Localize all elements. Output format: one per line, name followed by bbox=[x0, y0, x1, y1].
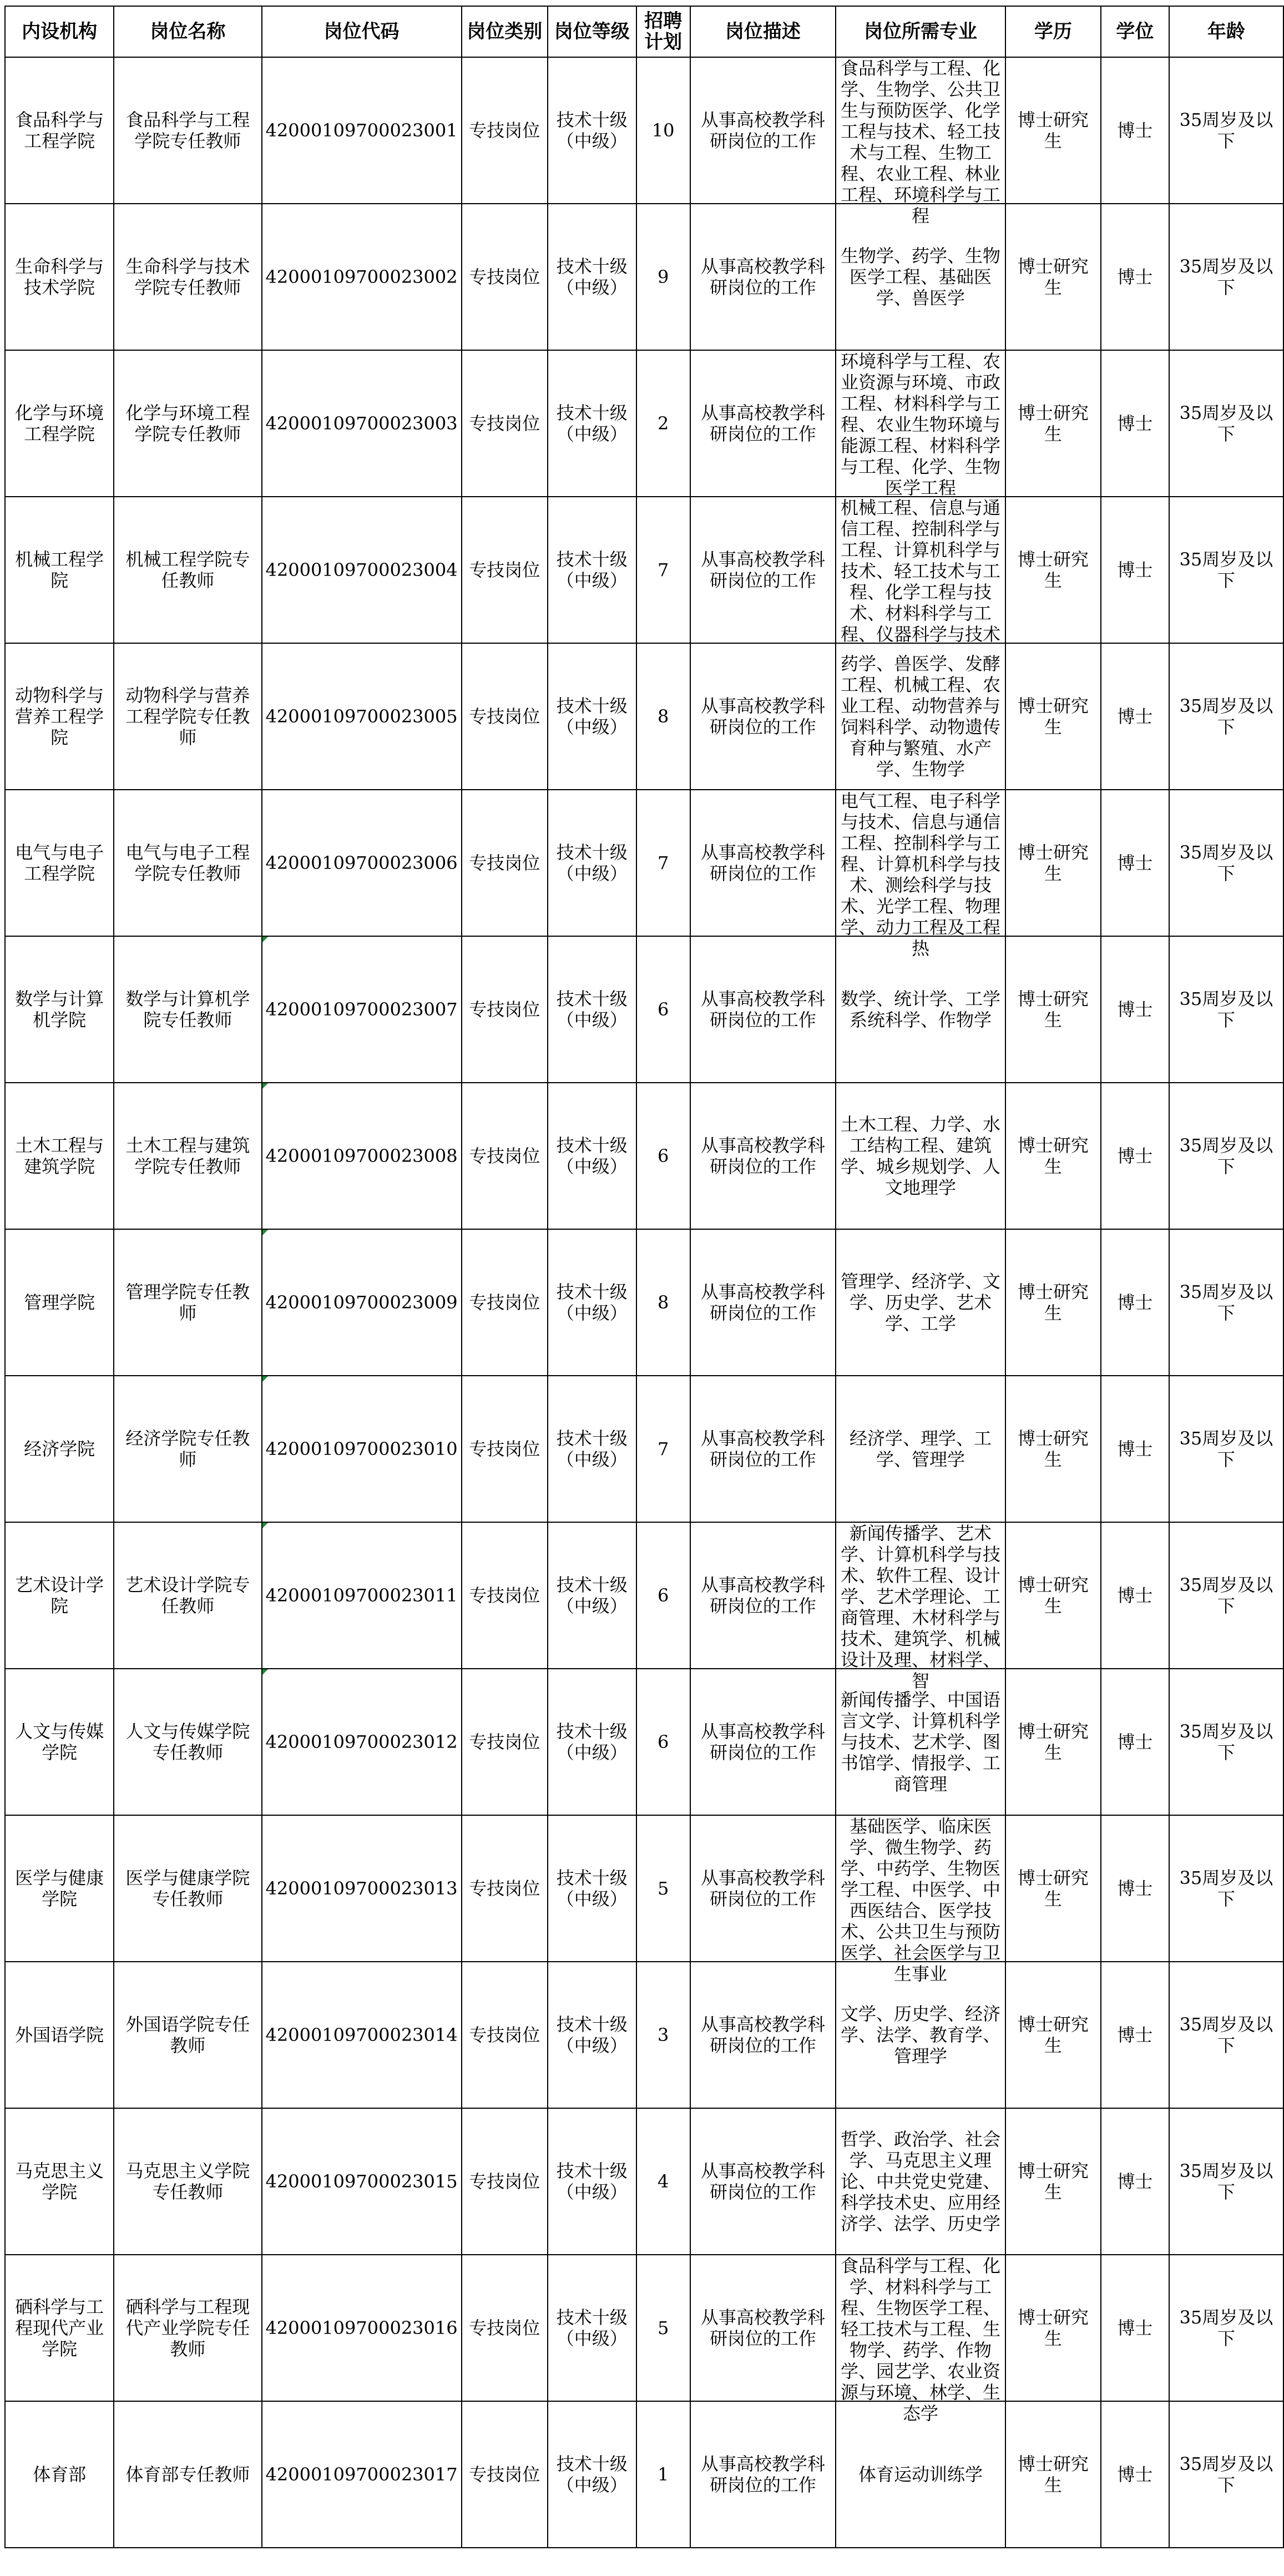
code-text: 42000109700023008 bbox=[265, 1145, 458, 1166]
cell-comment-marker bbox=[262, 1523, 268, 1528]
code-text: 42000109700023016 bbox=[265, 2317, 458, 2338]
cell-description: 从事高校教学科研岗位的工作 bbox=[690, 1229, 836, 1376]
cell-majors bbox=[836, 1083, 1005, 1229]
code-text: 42000109700023012 bbox=[265, 1731, 458, 1752]
cell-position-name: 马克思主义学院专任教师 bbox=[114, 2108, 261, 2255]
cell-position-name: 动物科学与营养工程学院专任教师 bbox=[114, 643, 261, 790]
cell-description: 从事高校教学科研岗位的工作 bbox=[690, 497, 836, 643]
cell-level: 技术十级（中级） bbox=[548, 57, 636, 204]
majors-text: 新闻传播学、中国语言文学、计算机科学与技术、艺术学、图书馆学、情报学、工商管理 bbox=[841, 1689, 1001, 1795]
cell-unit: 食品科学与工程学院 bbox=[5, 57, 114, 204]
cell-code bbox=[262, 1962, 462, 2108]
cell-category: 专技岗位 bbox=[462, 1083, 548, 1229]
header-majors: 岗位所需专业 bbox=[836, 6, 1005, 57]
code-text: 42000109700023009 bbox=[265, 1292, 458, 1313]
code-text: 42000109700023007 bbox=[265, 999, 458, 1020]
cell-plan: 7 bbox=[636, 1376, 690, 1522]
majors-text: 新闻传播学、艺术学、计算机科学与技术、软件工程、设计学、艺术学理论、工商管理、木材科学与技术、建筑学、机械设计及理、材料学、智 bbox=[841, 1523, 1001, 1691]
cell-degree: 博士 bbox=[1101, 497, 1169, 643]
cell-majors bbox=[836, 57, 1005, 226]
cell-description: 从事高校教学科研岗位的工作 bbox=[690, 57, 836, 204]
cell-plan: 6 bbox=[636, 1083, 690, 1229]
cell-level: 技术十级（中级） bbox=[548, 1962, 636, 2108]
cell-majors bbox=[836, 643, 1005, 790]
table-row bbox=[5, 497, 1283, 643]
cell-degree: 博士 bbox=[1101, 2401, 1169, 2548]
majors-text: 数学、统计学、工学系统科学、作物学 bbox=[841, 988, 1001, 1031]
cell-age: 35周岁及以下 bbox=[1169, 204, 1283, 350]
table-header-row bbox=[5, 6, 1283, 57]
cell-code bbox=[262, 204, 462, 350]
cell-unit: 硒科学与工程现代产业学院 bbox=[5, 2255, 114, 2401]
cell-education: 博士研究生 bbox=[1005, 57, 1101, 204]
cell-majors bbox=[836, 1376, 1005, 1522]
cell-degree: 博士 bbox=[1101, 350, 1169, 497]
cell-position-name: 人文与传媒学院专任教师 bbox=[114, 1669, 261, 1815]
cell-education: 博士研究生 bbox=[1005, 1522, 1101, 1669]
cell-degree: 博士 bbox=[1101, 204, 1169, 350]
cell-code bbox=[262, 2255, 462, 2401]
majors-text: 机械工程、信息与通信工程、控制科学与工程、计算机科学与技术、轻工技术与工程、化学工程与技术、材料科学与工程、仪器科学与技术 bbox=[841, 497, 1001, 645]
cell-category: 专技岗位 bbox=[462, 790, 548, 936]
cell-position-name: 艺术设计学院专任教师 bbox=[114, 1522, 261, 1669]
cell-education: 博士研究生 bbox=[1005, 1669, 1101, 1815]
cell-majors bbox=[836, 790, 1005, 959]
cell-unit: 动物科学与营养工程学院 bbox=[5, 643, 114, 790]
cell-age: 35周岁及以下 bbox=[1169, 57, 1283, 204]
cell-plan: 3 bbox=[636, 1962, 690, 2108]
majors-text: 土木工程、力学、水工结构工程、建筑学、城乡规划学、人文地理学 bbox=[841, 1114, 1001, 1198]
cell-age: 35周岁及以下 bbox=[1169, 350, 1283, 497]
cell-code bbox=[262, 790, 462, 936]
cell-level: 技术十级（中级） bbox=[548, 1669, 636, 1815]
cell-description: 从事高校教学科研岗位的工作 bbox=[690, 1962, 836, 2108]
cell-category: 专技岗位 bbox=[462, 1815, 548, 1962]
cell-position-name: 化学与环境工程学院专任教师 bbox=[114, 350, 261, 497]
cell-description: 从事高校教学科研岗位的工作 bbox=[690, 2108, 836, 2255]
cell-age: 35周岁及以下 bbox=[1169, 936, 1283, 1083]
table-row bbox=[5, 1669, 1283, 1815]
cell-education: 博士研究生 bbox=[1005, 2401, 1101, 2548]
cell-degree: 博士 bbox=[1101, 1669, 1169, 1815]
cell-unit: 医学与健康学院 bbox=[5, 1815, 114, 1962]
code-text: 42000109700023014 bbox=[265, 2024, 458, 2045]
cell-education: 博士研究生 bbox=[1005, 643, 1101, 790]
cell-unit: 马克思主义学院 bbox=[5, 2108, 114, 2255]
cell-description: 从事高校教学科研岗位的工作 bbox=[690, 2401, 836, 2548]
cell-level: 技术十级（中级） bbox=[548, 1083, 636, 1229]
cell-majors bbox=[836, 1669, 1005, 1815]
cell-position-name: 体育部专任教师 bbox=[114, 2401, 261, 2548]
cell-code bbox=[262, 1229, 462, 1376]
cell-category: 专技岗位 bbox=[462, 2108, 548, 2255]
cell-code bbox=[262, 1376, 462, 1522]
code-text: 42000109700023017 bbox=[265, 2464, 458, 2485]
cell-level: 技术十级（中级） bbox=[548, 2255, 636, 2401]
cell-position-name: 电气与电子工程学院专任教师 bbox=[114, 790, 261, 936]
cell-education: 博士研究生 bbox=[1005, 1962, 1101, 2108]
header-age: 年龄 bbox=[1169, 6, 1283, 57]
cell-level: 技术十级（中级） bbox=[548, 1815, 636, 1962]
table-row bbox=[5, 2255, 1283, 2401]
table-row bbox=[5, 1962, 1283, 2108]
cell-level: 技术十级（中级） bbox=[548, 643, 636, 790]
majors-text: 体育运动训练学 bbox=[858, 2464, 983, 2485]
header-plan: 招聘计划 bbox=[636, 6, 690, 57]
cell-majors bbox=[836, 1229, 1005, 1376]
cell-education: 博士研究生 bbox=[1005, 1376, 1101, 1522]
cell-code bbox=[262, 2108, 462, 2255]
cell-education: 博士研究生 bbox=[1005, 350, 1101, 497]
cell-degree: 博士 bbox=[1101, 936, 1169, 1083]
cell-description: 从事高校教学科研岗位的工作 bbox=[690, 1815, 836, 1962]
cell-age: 35周岁及以下 bbox=[1169, 1376, 1283, 1522]
cell-age: 35周岁及以下 bbox=[1169, 790, 1283, 936]
code-text: 42000109700023010 bbox=[265, 1438, 458, 1459]
cell-category: 专技岗位 bbox=[462, 1522, 548, 1669]
cell-comment-marker bbox=[262, 1376, 268, 1382]
table-row bbox=[5, 1522, 1283, 1669]
cell-plan: 10 bbox=[636, 57, 690, 204]
cell-majors bbox=[836, 350, 1005, 497]
cell-description: 从事高校教学科研岗位的工作 bbox=[690, 1376, 836, 1522]
header-unit: 内设机构 bbox=[5, 6, 114, 57]
header-code: 岗位代码 bbox=[262, 6, 462, 57]
cell-position-name: 管理学院专任教师 bbox=[114, 1229, 261, 1376]
cell-code bbox=[262, 936, 462, 1083]
table-row bbox=[5, 1083, 1283, 1229]
cell-plan: 8 bbox=[636, 643, 690, 790]
cell-category: 专技岗位 bbox=[462, 643, 548, 790]
header-category: 岗位类别 bbox=[462, 6, 548, 57]
header-education: 学历 bbox=[1005, 6, 1101, 57]
cell-level: 技术十级（中级） bbox=[548, 2401, 636, 2548]
cell-plan: 9 bbox=[636, 204, 690, 350]
table-row bbox=[5, 2401, 1283, 2548]
table-row bbox=[5, 790, 1283, 936]
cell-age: 35周岁及以下 bbox=[1169, 1229, 1283, 1376]
cell-category: 专技岗位 bbox=[462, 936, 548, 1083]
cell-code bbox=[262, 350, 462, 497]
table-row bbox=[5, 643, 1283, 790]
code-text: 42000109700023015 bbox=[265, 2171, 458, 2192]
table-row bbox=[5, 936, 1283, 1083]
cell-category: 专技岗位 bbox=[462, 350, 548, 497]
cell-position-name: 机械工程学院专任教师 bbox=[114, 497, 261, 643]
cell-code bbox=[262, 1522, 462, 1669]
code-text: 42000109700023006 bbox=[265, 852, 458, 873]
code-text: 42000109700023001 bbox=[265, 120, 458, 141]
cell-unit: 电气与电子工程学院 bbox=[5, 790, 114, 936]
cell-education: 博士研究生 bbox=[1005, 1229, 1101, 1376]
cell-degree: 博士 bbox=[1101, 2255, 1169, 2401]
cell-plan: 8 bbox=[636, 1229, 690, 1376]
cell-education: 博士研究生 bbox=[1005, 1815, 1101, 1962]
table-row bbox=[5, 2108, 1283, 2255]
cell-position-name: 经济学院专任教师 bbox=[114, 1376, 261, 1522]
cell-description: 从事高校教学科研岗位的工作 bbox=[690, 350, 836, 497]
cell-degree: 博士 bbox=[1101, 1376, 1169, 1522]
cell-education: 博士研究生 bbox=[1005, 2108, 1101, 2255]
cell-unit: 机械工程学院 bbox=[5, 497, 114, 643]
cell-position-name: 硒科学与工程现代产业学院专任教师 bbox=[114, 2255, 261, 2401]
cell-category: 专技岗位 bbox=[462, 1962, 548, 2108]
cell-category: 专技岗位 bbox=[462, 57, 548, 204]
cell-code bbox=[262, 1815, 462, 1962]
header-degree: 学位 bbox=[1101, 6, 1169, 57]
cell-description: 从事高校教学科研岗位的工作 bbox=[690, 2255, 836, 2401]
code-text: 42000109700023004 bbox=[265, 559, 458, 580]
cell-plan: 7 bbox=[636, 497, 690, 643]
cell-majors bbox=[836, 2108, 1005, 2255]
cell-plan: 2 bbox=[636, 350, 690, 497]
cell-age: 35周岁及以下 bbox=[1169, 2401, 1283, 2548]
cell-level: 技术十级（中级） bbox=[548, 790, 636, 936]
cell-position-name: 土木工程与建筑学院专任教师 bbox=[114, 1083, 261, 1229]
recruitment-table bbox=[4, 6, 1284, 2548]
cell-age: 35周岁及以下 bbox=[1169, 1815, 1283, 1962]
majors-text: 环境科学与工程、农业资源与环境、市政工程、材料科学与工程、农业生物环境与能源工程、材料科学与工程、化学、生物医学工程 bbox=[841, 351, 1001, 498]
cell-unit: 生命科学与技术学院 bbox=[5, 204, 114, 350]
table-row bbox=[5, 1815, 1283, 1962]
cell-plan: 4 bbox=[636, 2108, 690, 2255]
majors-text: 电气工程、电子科学与技术、信息与通信工程、控制科学与工程、计算机科学与技术、测绘科学与技术、光学工程、物理学、动力工程及工程热 bbox=[841, 790, 1001, 959]
table-row bbox=[5, 1229, 1283, 1376]
cell-education: 博士研究生 bbox=[1005, 204, 1101, 350]
cell-comment-marker bbox=[262, 1669, 268, 1675]
cell-description: 从事高校教学科研岗位的工作 bbox=[690, 1669, 836, 1815]
cell-education: 博士研究生 bbox=[1005, 1083, 1101, 1229]
cell-comment-marker bbox=[262, 1230, 268, 1235]
majors-text: 食品科学与工程、化学、材料科学与工程、生物医学工程、轻工技术与工程、生物学、药学、作物学、园艺学、农业资源与环境、林学、生态学 bbox=[841, 2255, 1001, 2424]
cell-unit: 化学与环境工程学院 bbox=[5, 350, 114, 497]
cell-degree: 博士 bbox=[1101, 1962, 1169, 2108]
cell-description: 从事高校教学科研岗位的工作 bbox=[690, 936, 836, 1083]
code-text: 42000109700023005 bbox=[265, 706, 458, 727]
majors-text: 药学、兽医学、发酵工程、机械工程、农业工程、动物营养与饲料科学、动物遗传育种与繁殖、水产学、生物学 bbox=[841, 653, 1001, 780]
cell-category: 专技岗位 bbox=[462, 1376, 548, 1522]
majors-text: 文学、历史学、经济学、法学、教育学、管理学 bbox=[841, 2003, 1001, 2067]
cell-position-name: 数学与计算机学院专任教师 bbox=[114, 936, 261, 1083]
cell-unit: 数学与计算机学院 bbox=[5, 936, 114, 1083]
majors-text: 哲学、政治学、社会学、马克思主义理论、中共党史党建、科学技术史、应用经济学、法学、历史学 bbox=[841, 2129, 1001, 2234]
cell-degree: 博士 bbox=[1101, 2108, 1169, 2255]
cell-code bbox=[262, 1669, 462, 1815]
cell-position-name: 生命科学与技术学院专任教师 bbox=[114, 204, 261, 350]
cell-category: 专技岗位 bbox=[462, 2401, 548, 2548]
cell-plan: 7 bbox=[636, 790, 690, 936]
cell-category: 专技岗位 bbox=[462, 2255, 548, 2401]
cell-category: 专技岗位 bbox=[462, 1669, 548, 1815]
cell-position-name: 外国语学院专任教师 bbox=[114, 1962, 261, 2108]
cell-plan: 6 bbox=[636, 936, 690, 1083]
cell-plan: 6 bbox=[636, 1522, 690, 1669]
cell-code bbox=[262, 497, 462, 643]
cell-code bbox=[262, 643, 462, 790]
cell-unit: 人文与传媒学院 bbox=[5, 1669, 114, 1815]
cell-level: 技术十级（中级） bbox=[548, 1376, 636, 1522]
cell-degree: 博士 bbox=[1101, 1522, 1169, 1669]
cell-majors bbox=[836, 1522, 1005, 1691]
cell-category: 专技岗位 bbox=[462, 204, 548, 350]
cell-age: 35周岁及以下 bbox=[1169, 1522, 1283, 1669]
cell-unit: 经济学院 bbox=[5, 1376, 114, 1522]
cell-age: 35周岁及以下 bbox=[1169, 643, 1283, 790]
cell-age: 35周岁及以下 bbox=[1169, 1669, 1283, 1815]
cell-plan: 1 bbox=[636, 2401, 690, 2548]
cell-category: 专技岗位 bbox=[462, 1229, 548, 1376]
majors-text: 管理学、经济学、文学、历史学、艺术学、工学 bbox=[841, 1271, 1001, 1334]
cell-degree: 博士 bbox=[1101, 1229, 1169, 1376]
cell-degree: 博士 bbox=[1101, 1815, 1169, 1962]
cell-code bbox=[262, 2401, 462, 2548]
cell-education: 博士研究生 bbox=[1005, 790, 1101, 936]
cell-age: 35周岁及以下 bbox=[1169, 497, 1283, 643]
cell-degree: 博士 bbox=[1101, 643, 1169, 790]
code-text: 42000109700023013 bbox=[265, 1878, 458, 1899]
cell-age: 35周岁及以下 bbox=[1169, 1962, 1283, 2108]
code-text: 42000109700023002 bbox=[265, 266, 458, 287]
cell-age: 35周岁及以下 bbox=[1169, 2108, 1283, 2255]
cell-level: 技术十级（中级） bbox=[548, 2108, 636, 2255]
cell-degree: 博士 bbox=[1101, 57, 1169, 204]
cell-description: 从事高校教学科研岗位的工作 bbox=[690, 643, 836, 790]
cell-level: 技术十级（中级） bbox=[548, 936, 636, 1083]
cell-description: 从事高校教学科研岗位的工作 bbox=[690, 790, 836, 936]
cell-unit: 土木工程与建筑学院 bbox=[5, 1083, 114, 1229]
table-row bbox=[5, 57, 1283, 204]
table-row bbox=[5, 350, 1283, 497]
header-name: 岗位名称 bbox=[114, 6, 261, 57]
majors-text: 基础医学、临床医学、微生物学、药学、中药学、生物医学工程、中医学、中西医结合、医学技术、公共卫生与预防医学、社会医学与卫生事业 bbox=[841, 1816, 1001, 1984]
cell-degree: 博士 bbox=[1101, 1083, 1169, 1229]
cell-majors bbox=[836, 497, 1005, 643]
code-text: 42000109700023003 bbox=[265, 413, 458, 434]
cell-plan: 6 bbox=[636, 1669, 690, 1815]
cell-age: 35周岁及以下 bbox=[1169, 1083, 1283, 1229]
cell-unit: 艺术设计学院 bbox=[5, 1522, 114, 1669]
cell-unit: 体育部 bbox=[5, 2401, 114, 2548]
cell-level: 技术十级（中级） bbox=[548, 497, 636, 643]
header-level: 岗位等级 bbox=[548, 6, 636, 57]
majors-text: 食品科学与工程、化学、生物学、公共卫生与预防医学、化学工程与技术、轻工技术与工程、生物工程、农业工程、林业工程、环境科学与工程 bbox=[841, 58, 1001, 226]
header-desc: 岗位描述 bbox=[690, 6, 836, 57]
code-text: 42000109700023011 bbox=[265, 1585, 458, 1606]
cell-majors bbox=[836, 2255, 1005, 2424]
cell-description: 从事高校教学科研岗位的工作 bbox=[690, 1083, 836, 1229]
cell-plan: 5 bbox=[636, 1815, 690, 1962]
cell-level: 技术十级（中级） bbox=[548, 1229, 636, 1376]
table-body bbox=[5, 57, 1283, 2548]
cell-level: 技术十级（中级） bbox=[548, 204, 636, 350]
table-row bbox=[5, 204, 1283, 350]
cell-code bbox=[262, 57, 462, 204]
cell-degree: 博士 bbox=[1101, 790, 1169, 936]
cell-plan: 5 bbox=[636, 2255, 690, 2401]
cell-level: 技术十级（中级） bbox=[548, 350, 636, 497]
cell-description: 从事高校教学科研岗位的工作 bbox=[690, 1522, 836, 1669]
cell-position-name: 医学与健康学院专任教师 bbox=[114, 1815, 261, 1962]
cell-majors bbox=[836, 1815, 1005, 1984]
cell-education: 博士研究生 bbox=[1005, 936, 1101, 1083]
cell-category: 专技岗位 bbox=[462, 497, 548, 643]
cell-comment-marker bbox=[262, 1083, 268, 1089]
cell-unit: 管理学院 bbox=[5, 1229, 114, 1376]
majors-text: 经济学、理学、工学、管理学 bbox=[850, 1428, 992, 1470]
cell-education: 博士研究生 bbox=[1005, 2255, 1101, 2401]
cell-comment-marker bbox=[262, 937, 268, 942]
cell-education: 博士研究生 bbox=[1005, 497, 1101, 643]
cell-code bbox=[262, 1083, 462, 1229]
table-row bbox=[5, 1376, 1283, 1522]
cell-description: 从事高校教学科研岗位的工作 bbox=[690, 204, 836, 350]
cell-level: 技术十级（中级） bbox=[548, 1522, 636, 1669]
cell-age: 35周岁及以下 bbox=[1169, 2255, 1283, 2401]
majors-text: 生物学、药学、生物医学工程、基础医学、兽医学 bbox=[841, 245, 1001, 309]
cell-position-name: 食品科学与工程学院专任教师 bbox=[114, 57, 261, 204]
cell-unit: 外国语学院 bbox=[5, 1962, 114, 2108]
